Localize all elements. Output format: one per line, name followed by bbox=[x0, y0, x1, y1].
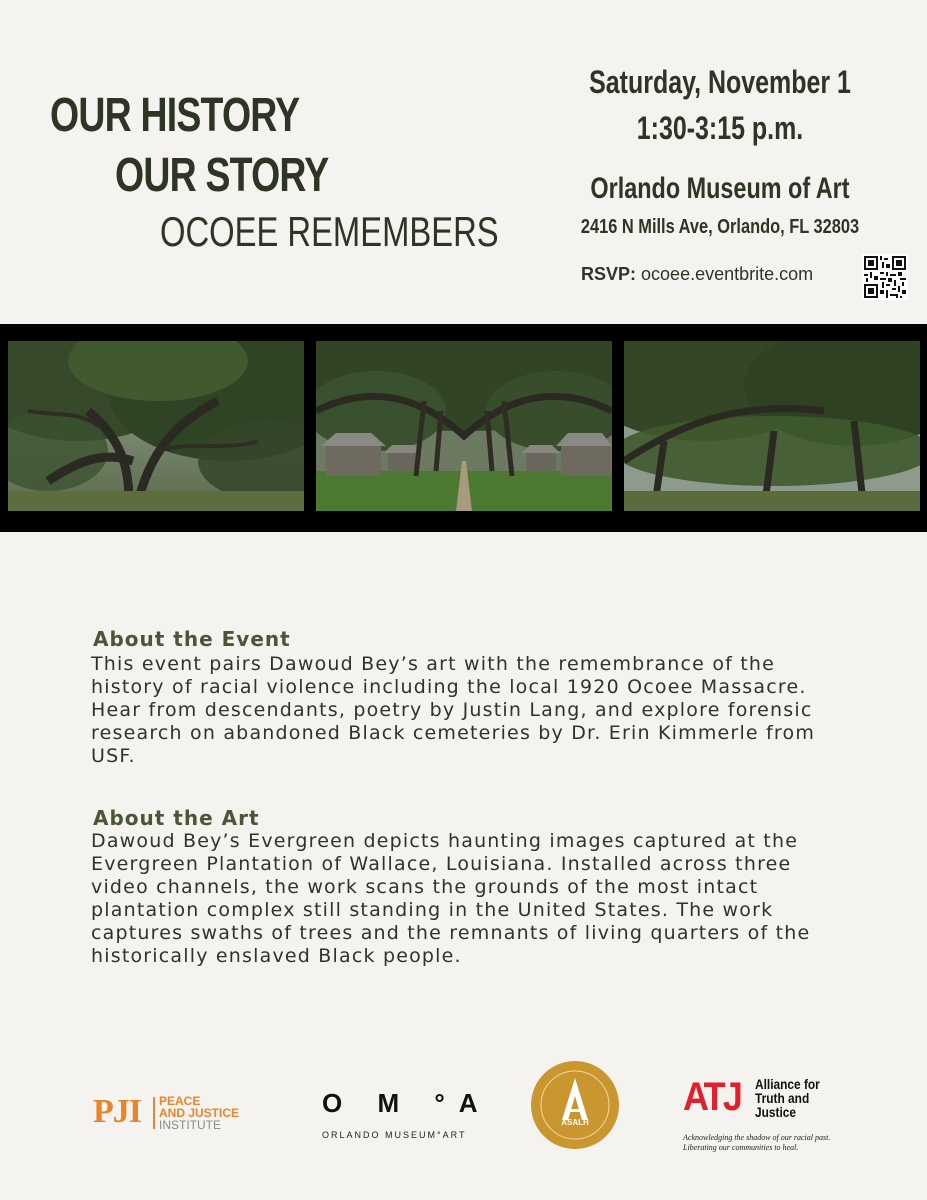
asalh-logo[interactable] bbox=[530, 1060, 620, 1150]
asalh-name: ASALH bbox=[561, 1118, 589, 1127]
rsvp-link[interactable]: ocoee.eventbrite.com bbox=[641, 264, 814, 284]
title-line-1: OUR HISTORY bbox=[50, 89, 300, 142]
event-venue: Orlando Museum of Art bbox=[590, 172, 850, 205]
pji-mark: PJI bbox=[93, 1093, 141, 1130]
atj-logo[interactable] bbox=[683, 1075, 863, 1155]
atj-tagline-1: Acknowledging the shadow of our racial past. bbox=[683, 1133, 831, 1142]
pji-logo[interactable] bbox=[93, 1093, 273, 1137]
event-address: 2416 N Mills Ave, Orlando, FL 32803 bbox=[580, 216, 860, 238]
about-event-heading: About the Event bbox=[93, 627, 291, 651]
qr-code-icon[interactable] bbox=[862, 254, 908, 300]
photo-oak-canopy-right bbox=[624, 341, 920, 511]
event-date: Saturday, November 1 bbox=[589, 64, 851, 100]
pji-divider bbox=[153, 1097, 155, 1129]
oma-mark: O M °A bbox=[322, 1088, 492, 1118]
photo-oak-canopy-left bbox=[8, 341, 304, 511]
atj-line-1: Alliance for bbox=[755, 1076, 820, 1092]
oma-name: ORLANDO MUSEUM°ART bbox=[322, 1130, 467, 1140]
subtitle: OCOEE REMEMBERS bbox=[160, 208, 499, 255]
event-time: 1:30-3:15 p.m. bbox=[636, 110, 804, 146]
asalh-seal-icon bbox=[530, 1060, 620, 1150]
photo-oak-alley-cabins bbox=[316, 341, 612, 511]
oma-logo[interactable] bbox=[318, 1088, 492, 1148]
atj-line-3: Justice bbox=[755, 1104, 797, 1120]
filmstrip bbox=[0, 324, 927, 532]
about-art-body: Dawoud Bey’s Evergreen depicts haunting images captured at the Evergreen Plantation of Wallace, Louisiana. Installed across three video channels, the work scans the grounds of the most intact plantation complex still standing in the United States. The work captures swaths of trees and the remnants of living quarters of the historically enslaved Black people. bbox=[91, 830, 811, 967]
rsvp-label: RSVP: bbox=[581, 264, 637, 284]
pji-line-2: AND JUSTICE bbox=[159, 1106, 240, 1120]
about-art-heading: About the Art bbox=[93, 806, 260, 830]
title-line-2: OUR STORY bbox=[115, 149, 329, 202]
pji-line-3: INSTITUTE bbox=[159, 1118, 221, 1132]
atj-tagline-2: Liberating our communities to heal. bbox=[683, 1143, 799, 1152]
atj-mark: ATJ bbox=[683, 1075, 741, 1119]
pji-line-1: PEACE bbox=[159, 1094, 201, 1108]
rsvp-line bbox=[581, 264, 813, 285]
atj-line-2: Truth and bbox=[755, 1090, 810, 1106]
about-event-body: This event pairs Dawoud Bey’s art with the remembrance of the history of racial violence including the local 1920 Ocoee Massacre. Hear from descendants, poetry by Justin Lang, and explore forensic research on abandoned Black cemeteries by Dr. Erin Kimmerle from USF. bbox=[91, 653, 816, 767]
